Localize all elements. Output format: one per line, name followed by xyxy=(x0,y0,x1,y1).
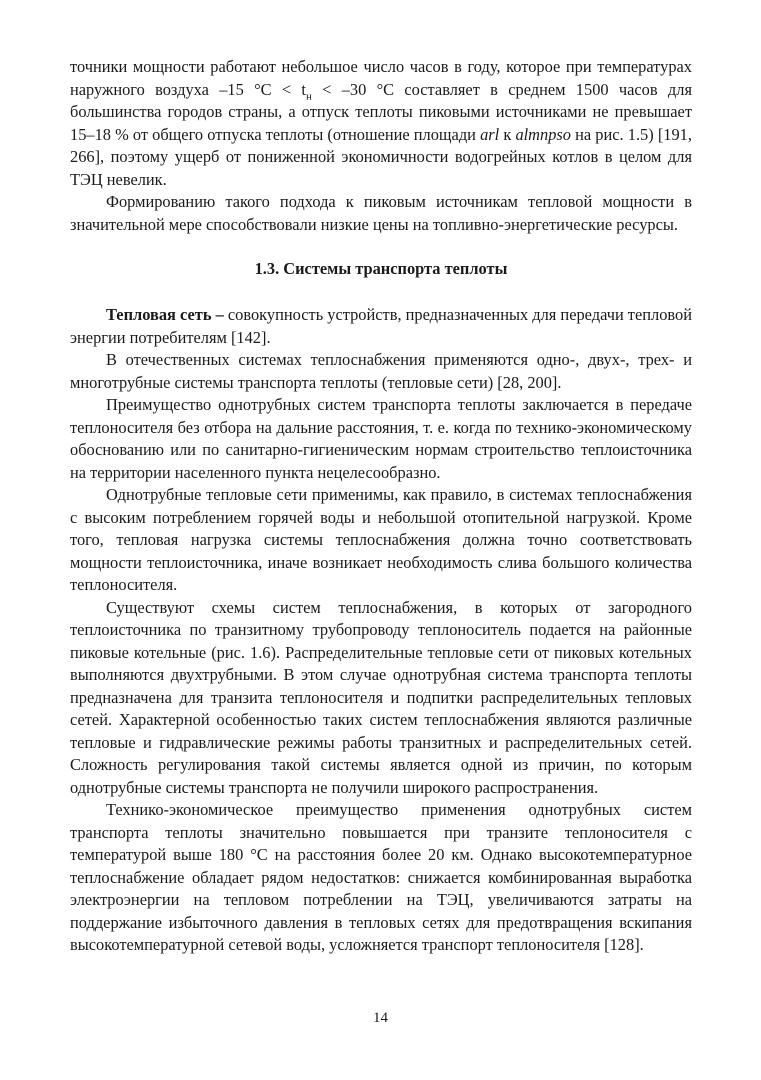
italic-term: almnpso xyxy=(515,124,571,144)
paragraph-4: Однотрубные тепловые сети применимы, как правило, в системах теплоснабжения с высоким потреблением горячей воды и небольшой отопительной нагрузкой. Кроме того, тепловая нагрузка системы теплоснабжения должна точно соответствовать мощности теплоисточника, иначе возникает необходимость слива большого количества теплоносителя. xyxy=(70,485,692,594)
paragraph-2: В отечественных системах теплоснабжения применяются одно-, двух-, трех- и многотрубные системы транспорта теплоты (тепловые сети) [28, 200]. xyxy=(70,350,692,392)
paragraph-intro-1: точники мощности работают небольшое число часов в году, которое при температурах наружного воздуха –15 $^\circ С < t_н < -30$ °С составляет в среднем 1500 часов для большинства городов страны, а отпуск теплоты пиковыми источниками не превышает 15–18 % от общего отпуска теплоты (отношение площади arl к almnpso на рис. 1.5) [191, 266], поэтому ущерб от пониженной экономичности водогрейных котлов в целом для ТЭЦ невелик. xyxy=(70,57,692,189)
italic-term: arl xyxy=(480,124,500,144)
paragraph-5: Существуют схемы систем теплоснабжения, в которых от загородного теплоисточника по транзитному трубопроводу теплоноситель подается на районные пиковые котельные (рис. 1.6). Распределительные тепловые сети от пиковых котельных выполняются двухтрубными. В этом случае однотрубная система транспорта теплоты предназначена для транзита теплоносителя и подпитки распределительных тепловых сетей. Характерной особенностью таких систем теплоснабжения являются различные тепловые и гидравлические режимы работы транзитных и распределительных сетей. Сложность регулирования такой системы является одной из причин, по которым однотрубные системы транспорта не получили широкого распространения. xyxy=(70,597,692,797)
section-heading: 1.3. Системы транспорта теплоты xyxy=(254,259,508,278)
paragraph-1: Тепловая сеть – совокупность устройств, предназначенных для передачи тепловой энергии потребителям [142]. xyxy=(70,305,692,347)
paragraph-6: Технико-экономическое преимущество применения однотрубных систем транспорта теплоты значительно повышается при транзите теплоносителя с температурой выше 180 °С на расстояния более 20 км. Однако высокотемпературное теплоснабжение обладает рядом недостатков: снижается комбинированная выработка электроэнергии на тепловом потреблении на ТЭЦ, увеличиваются затраты на поддержание избыточного давления в тепловых сетях для предотвращения вскипания высокотемпературной сетевой воды, усложняется транспорт теплоносителя [128]. xyxy=(70,800,692,954)
page-number: 14 xyxy=(373,1010,388,1026)
defined-term: Тепловая сеть – xyxy=(106,305,224,324)
paragraph-intro-2: Формированию такого подхода к пиковым источникам тепловой мощности в значительной мере способствовали низкие цены на топливно-энергетические ресурсы. xyxy=(70,192,692,234)
document-page xyxy=(70,56,692,957)
subscript: н xyxy=(305,89,312,102)
paragraph-3: Преимущество однотрубных систем транспорта теплоты заключается в передаче теплоносителя без отбора на дальние расстояния, т. е. когда по технико-экономическому обоснованию или по санитарно-гигиеническим нормам строительство теплоисточника на территории населенного пункта нецелесообразно. xyxy=(70,395,692,482)
